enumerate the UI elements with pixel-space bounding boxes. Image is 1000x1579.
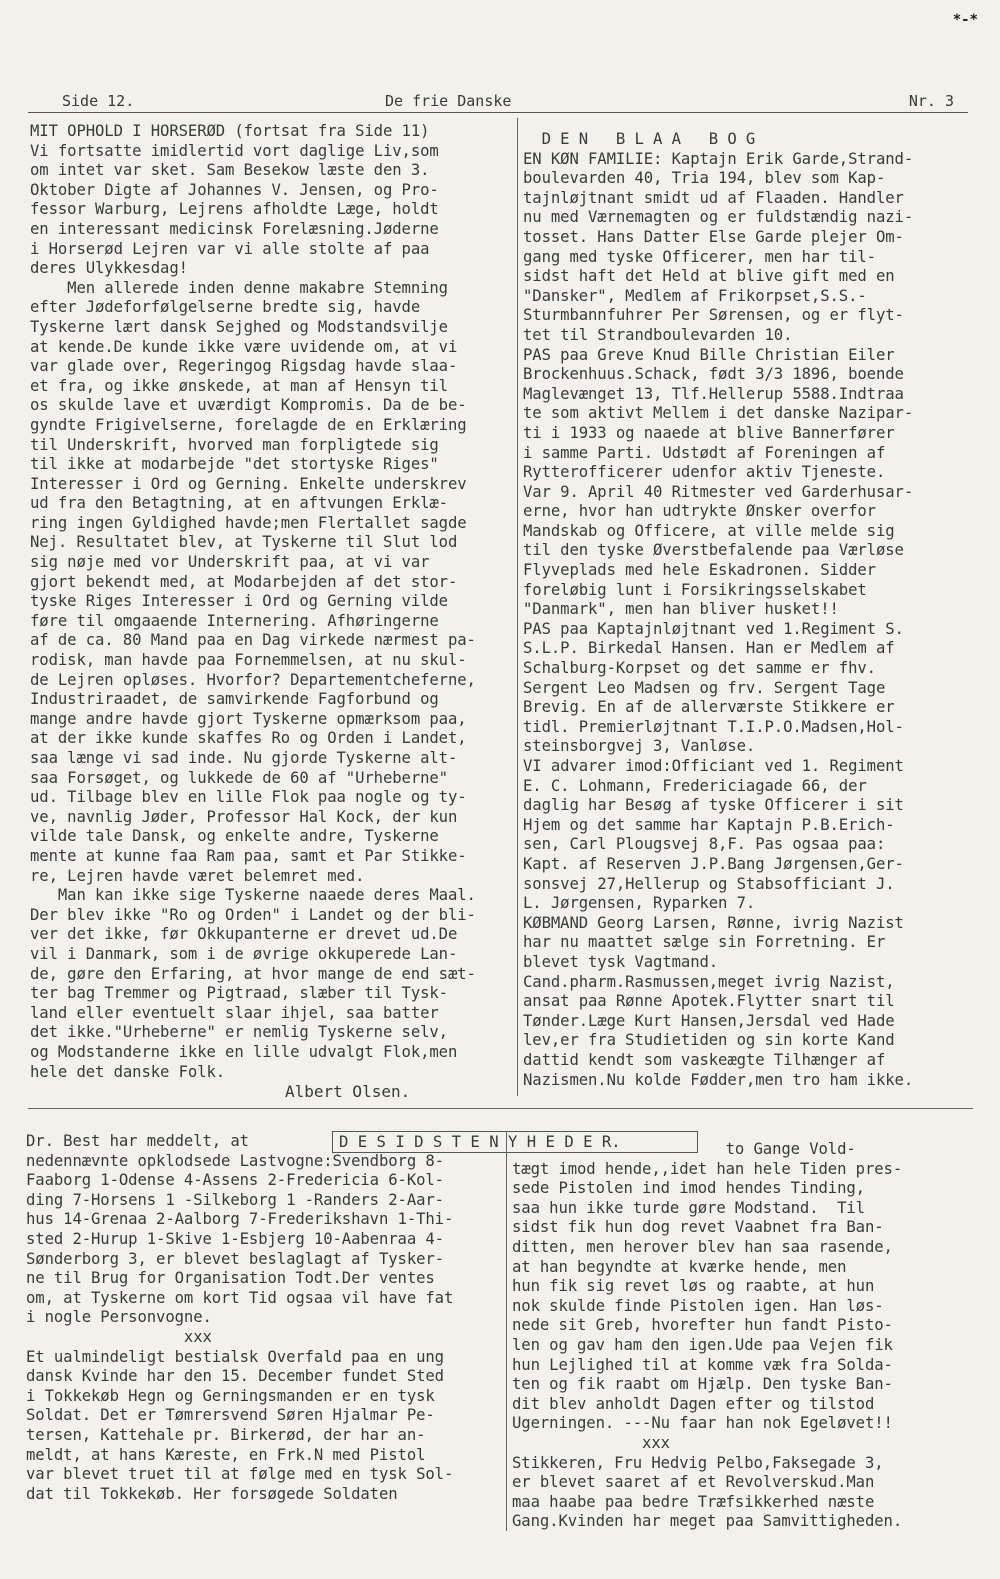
text-line: gang med tyske Officerer, men har til- [523,247,876,266]
text-line: tet til Strandboulevarden 10. [523,325,793,344]
text-line: os skulde lave et uværdigt Kompromis. Da de be- [30,396,467,415]
text-line: Sergent Leo Madsen og frv. Sergent Tage [523,678,886,697]
text-line: E. C. Lohmann, Fredericiagade 66, der [523,776,867,795]
text-line: Oktober Digte af Johannes V. Jensen, og Pro- [30,180,439,199]
text-line: sidst haft det Held at blive gift med en [523,267,895,286]
text-line: i Horserød Lejren var vi alle stolte af paa [30,239,430,258]
text-line: ver det ikke, før Okkupanterne er drevet ud.De [30,925,458,944]
text-line: Cand.pharm.Rasmussen,meget ivrig Nazist, [523,972,895,991]
text-line: hun fik sig revet løs og raabte, at hun [512,1277,875,1296]
text-line: Men allerede inden denne makabre Stemning [30,278,448,297]
text-line: mente at kunne faa Ram paa, samt et Par Stikke- [30,846,467,865]
text-line: at han begyndte at kværke hende, men [512,1257,847,1276]
text-line: D E N B L A A B O G [523,130,756,148]
latest-news-left [26,1132,504,1504]
latest-news-title: D E S I D S T E N Y H E D E R. [332,1131,698,1153]
text-line: de, gøre den Erfaring, at hvor mange de end sæt- [30,964,476,983]
text-line: Nazismen.Nu kolde Fødder,men tro ham ikke. [523,1070,914,1089]
text-line: har nu maattet sælge sin Forretning. Er [523,933,886,952]
text-line: Brockenhuus.Schack, født 3/3 1896, boende [523,365,904,384]
text-line: hus 14-Grenaa 2-Aalborg 7-Frederikshavn 1-Thi- [26,1210,454,1229]
text-line: var glade over, Regeringog Rigsdag havde slaa- [30,357,458,376]
text-line: steinsborgvej 3, Vanløse. [523,737,756,756]
bottom-divider [506,1131,507,1531]
text-line: "Danmark", men han bliver husket!! [523,600,839,619]
text-line: om intet var sket. Sam Besekow læste den 3. [30,161,430,180]
text-line: ditten, men herover blev han saa rasende, [512,1237,893,1256]
text-line: Tyskerne lært dansk Sejghed og Modstandsvilje [30,317,448,336]
text-line: dattid kendt som vaskeægte Tilhænger af [523,1050,886,1069]
text-line: sig nøje med vor Underskrift paa, at vi var [30,553,430,572]
text-line: deres Ulykkesdag! [30,259,188,278]
text-line: i nogle Personvogne. [26,1308,212,1327]
text-line: Sturmbannfuhrer Per Sørensen, og er flyt- [523,306,904,325]
text-line: Var 9. April 40 Ritmester ved Garderhusar- [523,482,914,501]
text-line: dansk Kvinde har den 15. December fundet Sted [26,1367,444,1386]
latest-news-right [512,1140,972,1532]
text-line: tyske Riges Interesser i Ord og Gerning vilde [30,592,448,611]
text-line: erne, hvor han udtrykte Ønsker overfor [523,502,876,521]
text-line: sted 2-Hurup 1-Skive 1-Esbjerg 10-Aabenraa 4- [26,1229,444,1248]
text-line: VI advarer imod:Officiant ved 1. Regiment [523,757,904,775]
text-line: land eller eventuelt slaar ihjel, saa batter [30,1003,439,1022]
text-line: maa haabe paa bedre Træfsikkerhed næste [512,1492,875,1511]
text-line: Rytterofficerer udenfor aktiv Tjeneste. [523,463,886,482]
text-line: til den tyske Øverstbefalende paa Værløse [523,541,904,560]
text-line: Nej. Resultatet blev, at Tyskerne til Slut lod [30,533,458,552]
text-line: saa længe vi sad inde. Nu gjorde Tyskerne alt- [30,749,458,767]
text-line: om, at Tyskerne om kort Tid ogsaa vil have fat [26,1288,454,1307]
text-line: Ugerningen. ---Nu faar han nok Egeløvet!! [512,1414,893,1433]
text-line: til ikke at modarbejde "det stortyske Riges" [30,455,439,474]
text-line: len og gav ham den igen.Ude paa Vejen fik [512,1335,893,1354]
text-line: tosset. Hans Datter Else Garde plejer Om- [523,227,904,246]
text-line: og Modstanderne ikke en lille udvalgt Flok,men [30,1042,458,1061]
text-line: Flyveplads med hele Eskadronen. Sidder [523,561,876,580]
text-line: saa hun ikke turde gøre Modstand. Til [512,1198,865,1217]
text-line: re, Lejren havde været belemret med. [30,866,365,885]
text-line: sidst fik hun dog revet Vaabnet fra Ban- [512,1218,884,1237]
text-line: Maglevænget 13, Tlf.Hellerup 5588.Indtraa [523,384,904,403]
text-line: ter bag Tremmer og Pigtraad, slæber til Tysk- [30,984,448,1003]
text-line: til Underskrift, hvorved man forpligtede sig [30,435,439,454]
text-line: S.L.P. Birkedal Hansen. Han er Medlem af [523,639,895,658]
text-line: tægt imod hende,,idet han hele Tiden pres- [512,1159,903,1178]
text-line: ten og fik raabt om Hjælp. Den tyske Ban- [512,1375,893,1394]
text-line: dit blev anholdt Dagen efter og tilstod [512,1394,875,1413]
section-divider [28,1108,973,1109]
page-header [28,92,968,113]
text-line: "Dansker", Medlem af Frikorpset,S.S.- [523,286,867,305]
text-line: sede Pistolen ind imod hendes Tinding, [512,1179,865,1198]
text-line: KØBMAND Georg Larsen, Rønne, ivrig Nazist [523,913,904,932]
text-line: foreløbig lunt i Forsikringsselskabet [523,580,867,599]
text-line: Dr. Best har meddelt, at [26,1132,249,1150]
text-line: Sønderborg 3, er blevet beslaglagt af Tysker- [26,1249,444,1268]
text-line: gyndte Frigivelserne, forelagde de en Erklæring [30,415,467,434]
text-line: ve, navnlig Jøder, Professor Hal Kock, der kun [30,807,458,826]
text-line: det ikke."Urheberne" er nemlig Tyskerne selv, [30,1023,448,1042]
text-line: dat til Tokkekøb. Her forsøgede Soldaten [26,1484,398,1503]
text-line: de Lejren opløses. Hvorfor? Departementcheferne, [30,670,476,689]
text-line: efter Jødeforfølgelserne bredte sig, havde [30,298,421,317]
text-line: Hjem og det samme har Kaptajn P.B.Erich- [523,815,895,834]
text-line: et fra, og ikke ønskede, at man af Hensyn til [30,376,448,395]
text-line: Faaborg 1-Odense 4-Assens 2-Fredericia 6-Kol- [26,1171,444,1190]
text-line: Man kan ikke sige Tyskerne naaede deres Maal. [30,886,476,905]
text-line: at kende.De kunde ikke være uvidende om, at vi [30,337,458,356]
text-line: ti i 1933 og naaede at blive Bannerfører [523,423,895,442]
text-line: Soldat. Det er Tømrersvend Søren Hjalmar Pe- [26,1406,435,1425]
text-line: MIT OPHOLD I HORSERØD (fortsat fra Side 11) [30,122,430,140]
text-line: tidl. Premierløjtnant T.I.P.O.Madsen,Hol- [523,717,904,736]
text-line: i Tokkekøb Hegn og Gerningsmanden er en tysk [26,1386,435,1405]
text-line: sonsvej 27,Hellerup og Stabsofficiant J. [523,874,895,893]
text-line: mange andre havde gjort Tyskerne opmærksom paa, [30,709,467,728]
text-line: føre til omgaaende Internering. Afhøringerne [30,611,439,630]
blue-book-article [523,130,973,1090]
text-line: L. Jørgensen, Ryparken 7. [523,894,756,913]
paper-title: De frie Danske [385,92,512,110]
text-line: Industriraadet, de samvirkende Fagforbund og [30,690,439,709]
text-line: Der blev ikke "Ro og Orden" i Landet og der bli- [30,905,476,924]
page-number: Side 12. [62,92,135,110]
text-line: nede sit Greb, hvorefter hun fandt Pisto- [512,1316,893,1335]
text-line: Et ualmindeligt bestialsk Overfald paa en ung [26,1347,444,1366]
text-line: xxx [26,1327,212,1346]
author-signature: Albert Olsen. [285,1082,411,1101]
text-line: Interesser i Ord og Gerning. Enkelte underskrev [30,474,467,493]
text-line: PAS paa Greve Knud Bille Christian Eiler [523,345,895,364]
text-line: Gang.Kvinden har meget paa Samvittigheden. [512,1512,903,1531]
text-line: Tønder.Læge Kurt Hansen,Jersdal ved Hade [523,1011,895,1030]
text-line: Kapt. af Reserven J.P.Bang Jørgensen,Ger- [523,854,904,873]
text-line: ud. Tilbage blev en lille Flok paa nogle og ty- [30,788,467,807]
text-line: boulevarden 40, Tria 194, blev som Kap- [523,169,886,188]
text-line: hun Lejlighed til at komme væk fra Solda- [512,1355,893,1374]
text-line: i samme Parti. Udstødt af Foreningen af [523,443,886,462]
text-line: EN KØN FAMILIE: Kaptajn Erik Garde,Strand- [523,149,914,168]
text-line: tersen, Kattehale pr. Birkerød, der har an- [26,1425,426,1444]
issue-number: Nr. 3 [908,92,954,110]
text-line: meldt, at hans Kæreste, en Frk.N med Pistol [26,1445,426,1464]
text-line: ne til Brug for Organisation Todt.Der ventes [26,1269,435,1288]
text-line: gjort bekendt med, at Modarbejden af det stor- [30,572,458,591]
text-line: var blevet truet til at følge med en tysk Sol- [26,1465,454,1484]
text-line: to Gange Vold- [512,1140,856,1158]
text-line: at der ikke kunde skaffes Ro og Orden i Landet, [30,729,467,748]
text-line: Vi fortsatte imidlertid vort daglige Liv,som [30,141,439,160]
text-line: nok skulde finde Pistolen igen. Han løs- [512,1296,884,1315]
text-line: vil i Danmark, som i de øvrige okkuperede Lan- [30,944,458,963]
text-line: nu med Værnemagten og er fuldstændig nazi- [523,208,914,227]
text-line: en interessant medicinsk Forelæsning.Jøderne [30,219,439,238]
text-line: Brevig. En af de allerværste Stikkere er [523,698,895,717]
text-line: ansat paa Rønne Apotek.Flytter snart til [523,992,895,1011]
text-line: PAS paa Kaptajnløjtnant ved 1.Regiment S. [523,619,904,638]
text-line: tajnløjtnant smidt ud af Flaaden. Handler [523,188,904,207]
text-line: Schalburg-Korpset og det samme er fhv. [523,659,876,678]
text-line: xxx [512,1433,670,1452]
text-line: ring ingen Gyldighed havde;men Flertallet sagde [30,513,467,532]
text-line: er blevet saaret af et Revolverskud.Man [512,1473,875,1492]
text-line: saa Forsøget, og lukkede de 60 af "Urheberne" [30,768,448,787]
text-line: sen, Carl Plougsvej 8,F. Pas ogsaa paa: [523,835,886,854]
text-line: hele det danske Folk. [30,1062,226,1081]
corner-mark: *-* [952,12,978,28]
text-line: te som aktivt Mellem i det danske Nazipar- [523,404,914,423]
text-line: daglig har Besøg af tyske Officerer i sit [523,796,904,815]
text-line: Stikkeren, Fru Hedvig Pelbo,Faksegade 3, [512,1453,884,1472]
text-line: vilde tale Dansk, og enkelte andre, Tyskerne [30,827,439,846]
left-article [30,122,520,1082]
text-line: ding 7-Horsens 1 -Silkeborg 1 -Randers 2-Aar- [26,1190,444,1209]
text-line: Mandskab og Officere, at ville melde sig [523,521,895,540]
text-line: af de ca. 80 Mand paa en Dag virkede nærmest pa- [30,631,476,650]
text-line: nedennævnte opklodsede Lastvogne:Svendborg 8- [26,1151,444,1170]
text-line: blevet tysk Vagtmand. [523,952,719,971]
text-line: rodisk, man havde paa Fornemmelsen, at nu skul- [30,651,467,670]
text-line: ud fra den Betagtning, at en aftvungen Erklæ- [30,494,448,513]
text-line: lev,er fra Studietiden og sin korte Kand [523,1031,895,1050]
text-line: fessor Warburg, Lejrens afholdte Læge, holdt [30,200,439,219]
